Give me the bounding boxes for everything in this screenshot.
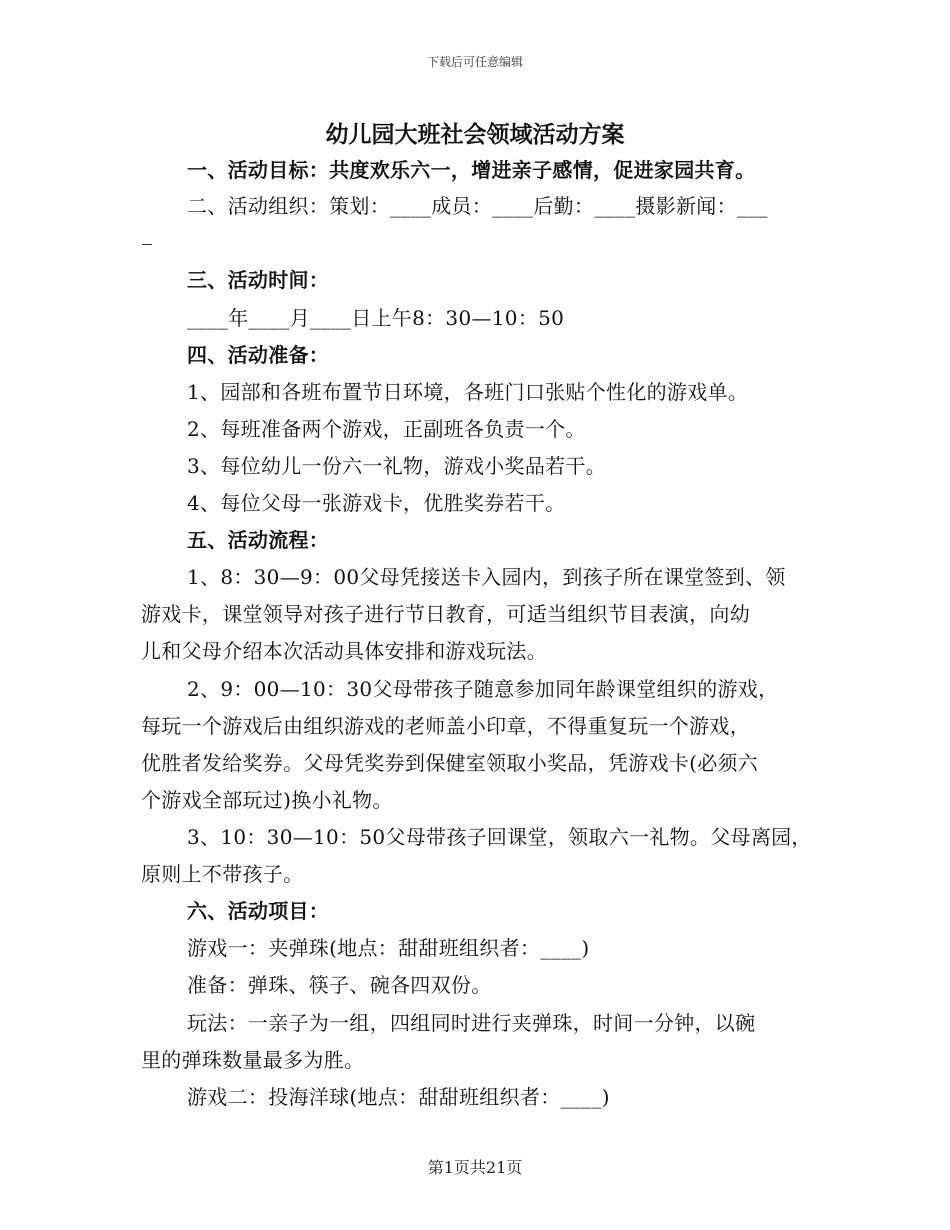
prep-item: 4、每位父母一张游戏卡，优胜奖券若干。 xyxy=(187,491,566,515)
process-paragraph-line: 1、8：30—9：00父母凭接送卡入园内，到孩子所在课堂签到、领 xyxy=(187,565,786,589)
underline-continuation xyxy=(142,244,152,245)
section-goal: 一、活动目标：共度欢乐六一，增进亲子感情，促进家园共育。 xyxy=(187,158,756,182)
process-paragraph-line: 个游戏全部玩过)换小礼物。 xyxy=(141,788,393,812)
process-paragraph-line: 优胜者发给奖券。父母凭奖券到保健室领取小奖品，凭游戏卡(必须六 xyxy=(141,751,759,775)
process-paragraph-line: 儿和父母介绍本次活动具体安排和游戏玩法。 xyxy=(141,639,547,663)
prep-item: 1、园部和各班布置节日环境，各班门口张贴个性化的游戏单。 xyxy=(187,380,749,404)
game-one-rules: 里的弹珠数量最多为胜。 xyxy=(141,1048,365,1072)
document-title: 幼儿园大班社会领域活动方案 xyxy=(325,122,625,148)
section-organization: 二、活动组织：策划：____成员：____后勤：____摄影新闻：___ xyxy=(187,194,768,218)
section-process-heading: 五、活动流程： xyxy=(187,528,330,552)
page-header: 下载后可任意编辑 xyxy=(426,55,523,69)
prep-item: 2、每班准备两个游戏，正副班各负责一个。 xyxy=(187,417,586,441)
process-paragraph-line: 每玩一个游戏后由组织游戏的老师盖小印章，不得重复玩一个游戏， xyxy=(141,714,750,738)
section-time-heading: 三、活动时间： xyxy=(187,268,330,292)
time-value: ____年____月____日上午8：30—10：50 xyxy=(187,306,565,330)
section-items-heading: 六、活动项目： xyxy=(187,899,330,923)
process-paragraph-line: 3、10：30—10：50父母带孩子回课堂，领取六一礼物。父母离园， xyxy=(187,825,812,849)
prep-item: 3、每位幼儿一份六一礼物，游戏小奖品若干。 xyxy=(187,454,607,478)
section-prep-heading: 四、活动准备： xyxy=(187,343,330,367)
process-paragraph-line: 2、9：00—10：30父母带孩子随意参加同年龄课堂组织的游戏， xyxy=(187,677,779,701)
game-one-prep: 准备：弹珠、筷子、碗各四双份。 xyxy=(187,973,492,997)
process-paragraph-line: 游戏卡，课堂领导对孩子进行节日教育，可适当组织节目表演，向幼 xyxy=(141,602,750,626)
game-two-title: 游戏二：投海洋球(地点：甜甜班组织者：____) xyxy=(187,1085,610,1109)
page-footer: 第1页共21页 xyxy=(427,1158,523,1177)
game-one-title: 游戏一：夹弹珠(地点：甜甜班组织者：____) xyxy=(187,936,590,960)
game-one-rules: 玩法：一亲子为一组，四组同时进行夹弹珠，时间一分钟，以碗 xyxy=(187,1011,756,1035)
process-paragraph-line: 原则上不带孩子。 xyxy=(141,862,304,886)
